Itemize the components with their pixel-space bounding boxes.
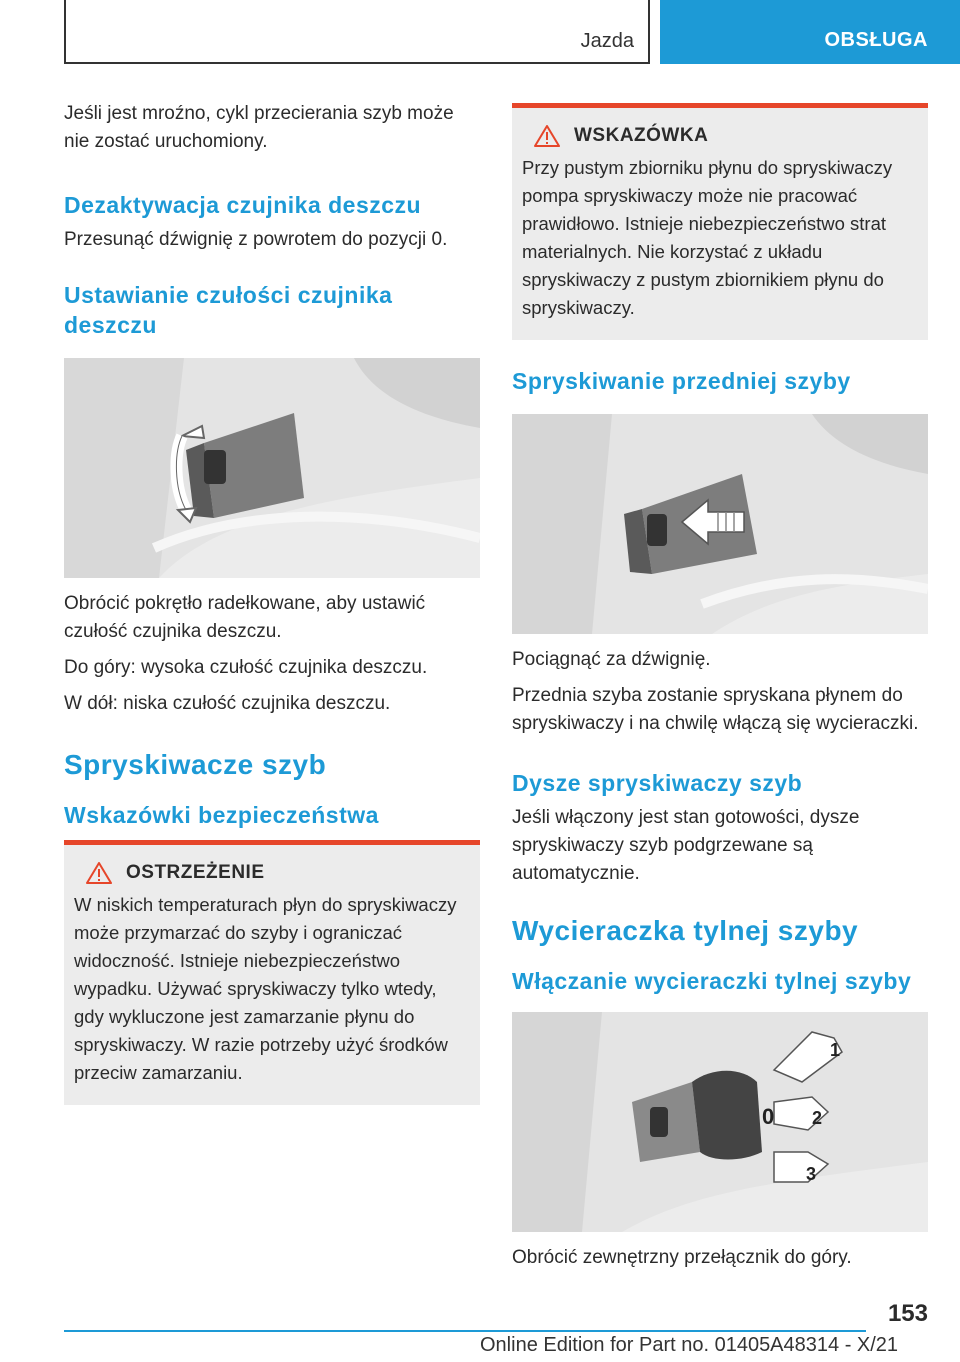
fig3-label-0: 0 [762,1104,775,1129]
header-chapter-tab[interactable]: OBSŁUGA [660,0,960,64]
warning-title: OSTRZEŻENIE [126,862,265,883]
heading-rear-wiper: Wycieraczka tylnej szyby [512,915,859,946]
heading-safety: Wskazówki bezpieczeństwa [64,802,379,828]
caution-box [512,103,928,340]
caution-icon [534,124,560,148]
warning-text: W niskich temperaturach płyn do spryskiwaczy może przymarzać do szyby i ograniczać widoczność. Istnieje niebezpieczeństwo wypadku. Używać spryskiwaczy tylko wtedy, gdy wykluczone jest zamarzanie płynu do spryskiwaczy. W razie potrzeby użyć środków przeciw zamarzaniu. [74,894,457,1083]
rotate-paragraph: Obrócić pokrętło radełkowane, aby ustawić czułość czujnika deszczu. [64,593,426,642]
footer-rule [64,1330,866,1332]
heading-rear-wiper-on: Włączanie wycieraczki tylnej szyby [512,968,912,994]
page-number: 153 [887,1300,928,1327]
left-column [64,100,480,1105]
fig3-label-1: 1 [830,1040,841,1060]
down-paragraph: W dół: niska czułość czujnika deszczu. [64,693,391,714]
warning-icon [86,861,112,885]
heading-front-washing: Spryskiwanie przedniej szyby [512,368,851,394]
figure-sensitivity-wheel [64,358,480,578]
caution-text: Przy pustym zbiorniku płynu do spryskiwaczy pompa spryskiwaczy może nie pracować prawidłowo. Istnieje niebezpieczeństwo strat materialnych. Nie korzystać z układu spryskiwaczy z pustym zbiornikiem płynu do spryskiwaczy. [522,157,893,318]
fig3-label-3: 3 [806,1164,817,1184]
deactivate-paragraph: Przesunąć dźwignię z powrotem do pozycji 0. [64,229,448,250]
up-paragraph: Do góry: wysoka czułość czujnika deszczu. [64,657,428,678]
header-section-label: Jazda [580,30,634,52]
footer-edition: Online Edition for Part no. 01405A48314 - X/21 [480,1334,899,1356]
rear-paragraph: Obrócić zewnętrzny przełącznik do góry. [512,1247,852,1268]
pull-paragraph: Pociągnąć za dźwignię. [512,649,711,670]
heading-deactivate-rain-sensor: Dezaktywacja czujnika deszczu [64,192,422,218]
heading-sensitivity: Ustawianie czułości czujnika deszczu [64,282,393,338]
heading-washers: Spryskiwacze szyb [64,749,327,780]
front-desc-paragraph: Przednia szyba zostanie spryskana płynem do spryskiwaczy i na chwilę włączą się wycieraczki. [512,685,919,734]
fig3-label-2: 2 [812,1108,823,1128]
heading-nozzles: Dysze spryskiwaczy szyb [512,770,803,796]
header-frame [64,0,650,64]
intro-paragraph: Jeśli jest mroźno, cykl przecierania szyb może nie zostać uruchomiony. [64,103,454,152]
right-column [512,103,928,1280]
figure-front-washer-lever [512,414,928,634]
caution-title: WSKAZÓWKA [574,125,709,146]
figure-rear-wiper-switch [512,1012,928,1232]
warning-box [64,840,480,1105]
nozzles-paragraph: Jeśli włączony jest stan gotowości, dysze spryskiwaczy szyb podgrzewane są automatycznie. [512,807,860,884]
